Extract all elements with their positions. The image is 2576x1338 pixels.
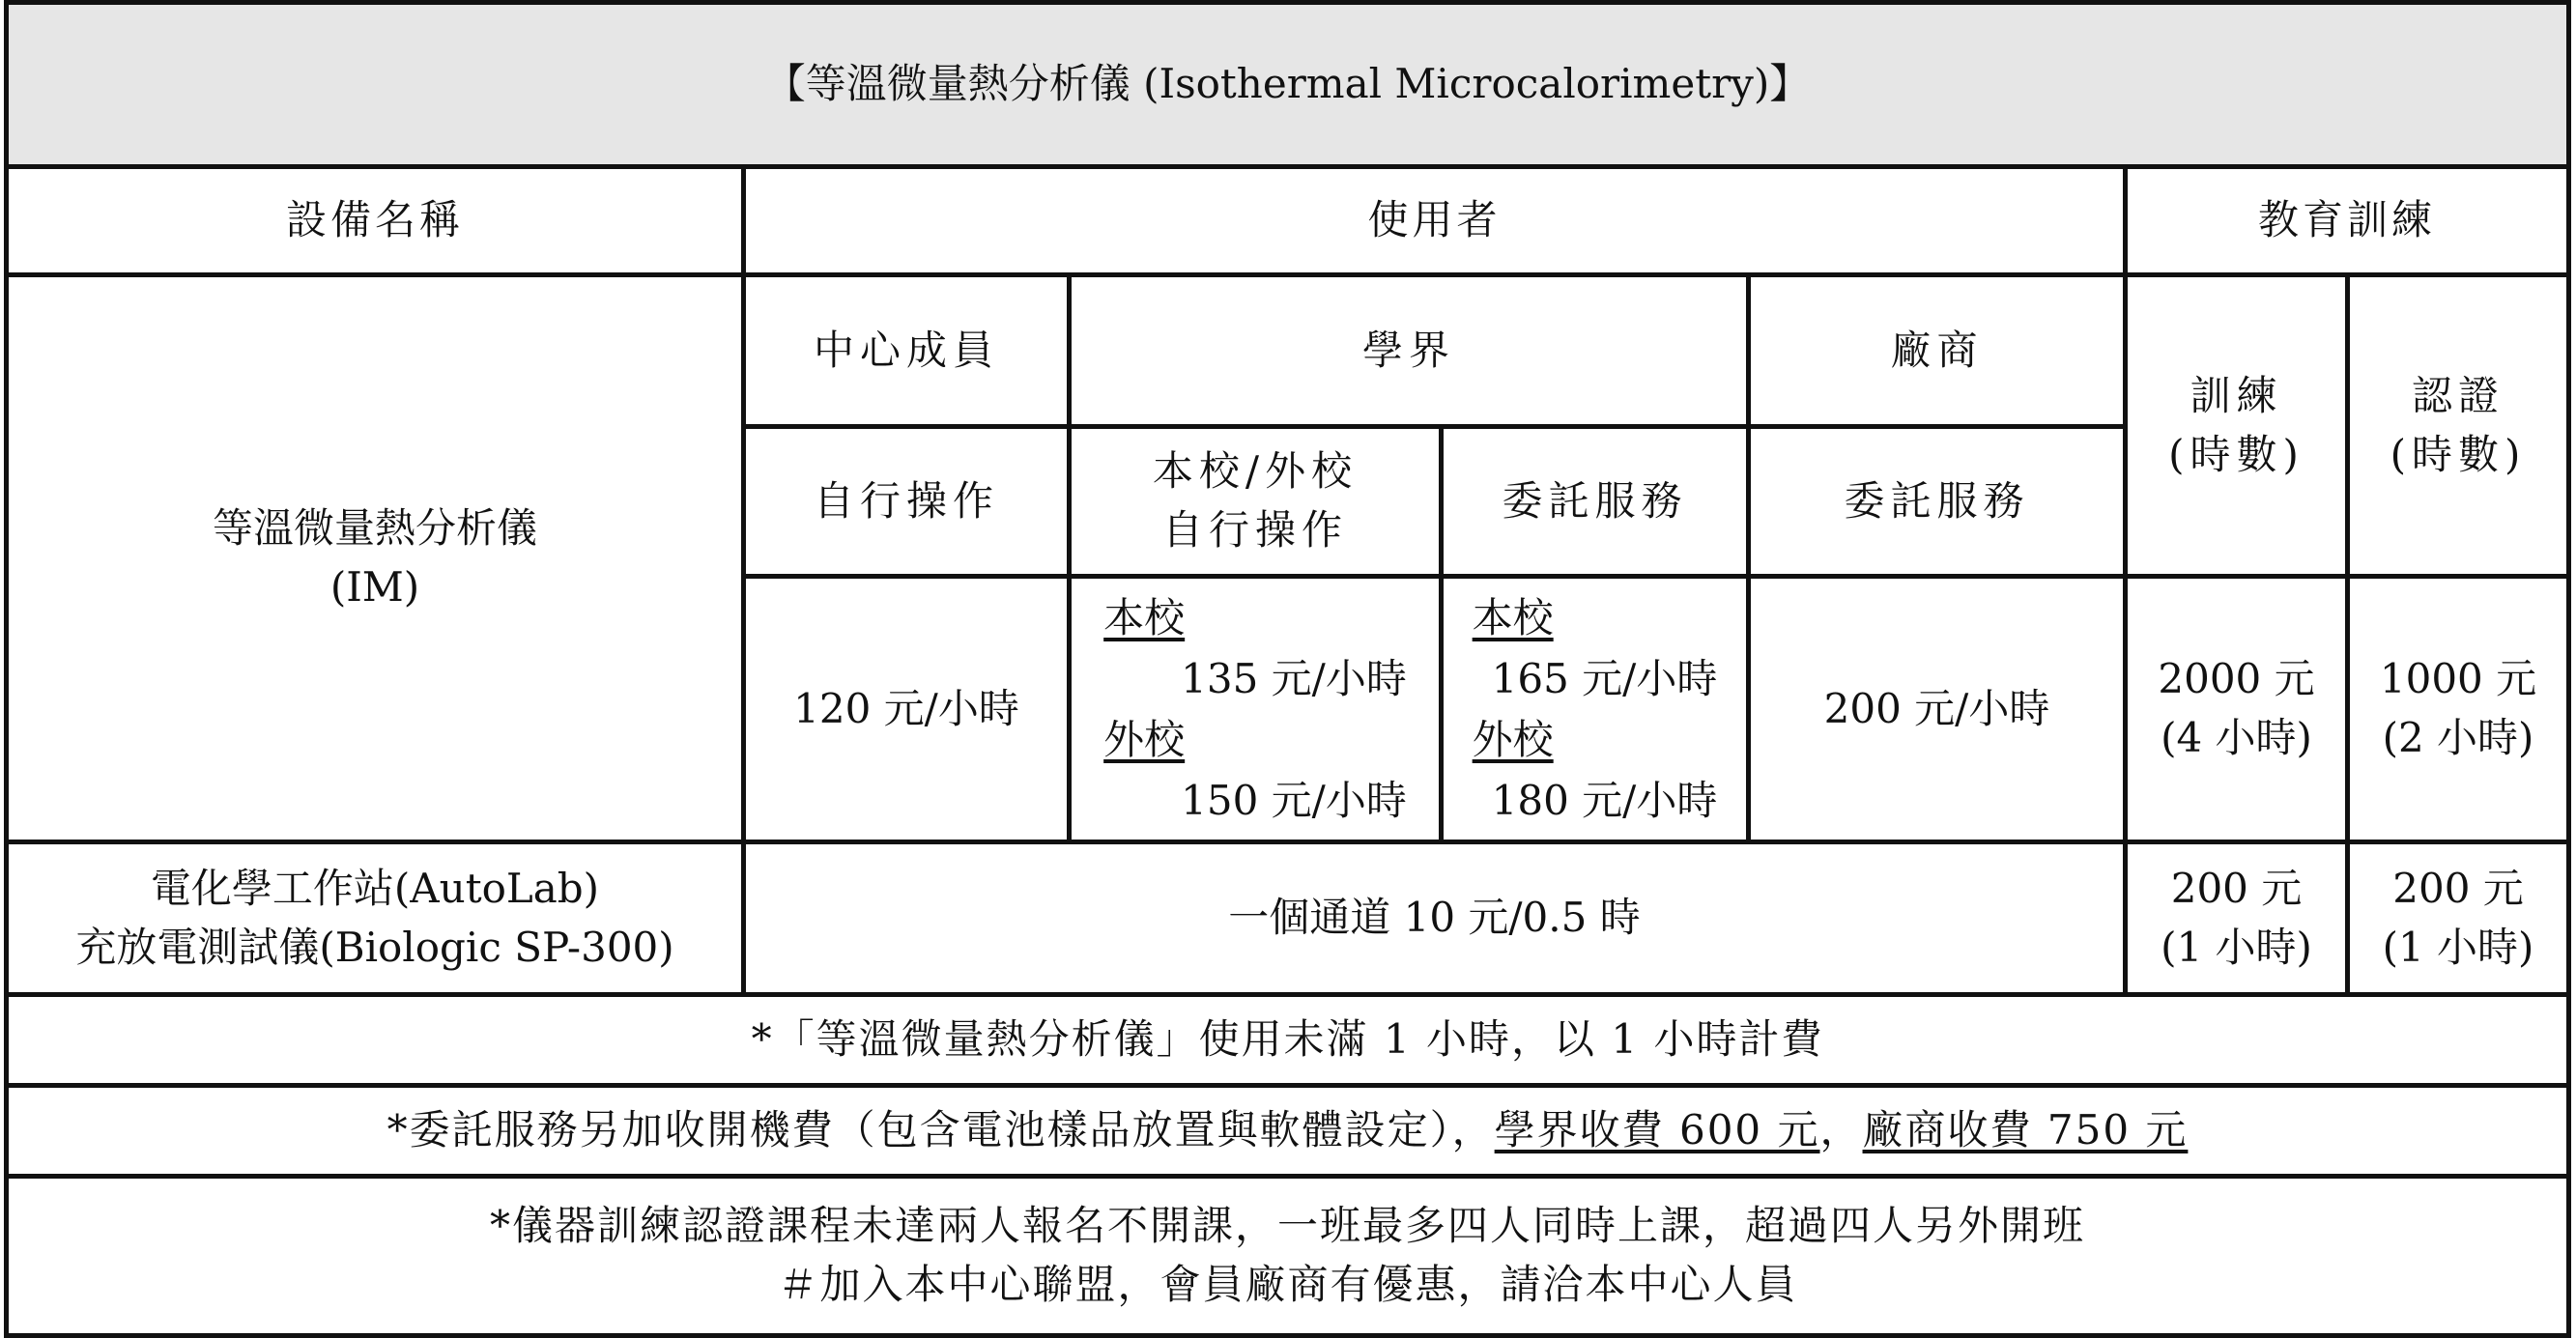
autolab-cert-fee-value: 200 元 <box>2392 864 2524 912</box>
im-cert-fee <box>2348 577 2569 842</box>
note-training-policy <box>7 1177 2569 1336</box>
internal-rate: 165 元/小時 <box>1491 655 1718 702</box>
title-row <box>7 3 2569 167</box>
note-separator: ， <box>1819 1106 1863 1154</box>
note-industry-fee: 廠商收費 750 元 <box>1862 1106 2189 1154</box>
train-line1: 訓練 <box>2190 371 2283 419</box>
subheader-industry: 廠商 <box>1749 275 2126 427</box>
note-row-2 <box>7 1086 2569 1177</box>
note-min-charge: *「等溫微量熱分析儀」使用未滿 1 小時，以 1 小時計費 <box>7 995 2569 1086</box>
autolab-row <box>7 842 2569 995</box>
im-cert-hours: (2 小時) <box>2382 714 2534 761</box>
external-label: 外校 <box>1472 716 1554 763</box>
fee-table <box>4 0 2571 1338</box>
header-users: 使用者 <box>744 167 2126 275</box>
subheader-academia-commission: 委託服務 <box>1442 427 1749 577</box>
train-line2: (時數) <box>2168 430 2304 478</box>
academia-self-line1: 本校/外校 <box>1152 447 1359 496</box>
im-training-fee-value: 2000 元 <box>2158 655 2315 703</box>
note-row-1 <box>7 995 2569 1086</box>
autolab-cert-fee <box>2348 842 2569 995</box>
im-name-line2: (IM) <box>329 563 420 611</box>
internal-label: 本校 <box>1103 594 1186 641</box>
subheader-row-1 <box>7 275 2569 427</box>
note-startup-prefix: *委託服務另加收開機費（包含電池樣品放置與軟體設定）， <box>386 1106 1495 1154</box>
im-training-fee <box>2126 577 2348 842</box>
fee-table-container <box>4 0 2566 1333</box>
subheader-center-member: 中心成員 <box>744 275 1070 427</box>
im-training-hours: (4 小時) <box>2161 714 2312 761</box>
subheader-academia-self <box>1070 427 1442 577</box>
note-membership: ＃加入本中心聯盟，會員廠商有優惠，請洽本中心人員 <box>777 1261 1798 1308</box>
im-equipment-name <box>7 275 744 842</box>
note-class-size: *儀器訓練認證課程未達兩人報名不開課，一班最多四人同時上課，超過四人另外開班 <box>490 1202 2086 1250</box>
external-rate: 180 元/小時 <box>1491 777 1718 824</box>
table-title: 【等溫微量熱分析儀 (Isothermal Microcalorimetry)】 <box>7 3 2569 167</box>
header-equipment: 設備名稱 <box>7 167 744 275</box>
im-academia-commission-rates <box>1442 577 1749 842</box>
note-startup-fee <box>7 1086 2569 1177</box>
subheader-industry-commission: 委託服務 <box>1749 427 2126 577</box>
autolab-rate: 一個通道 10 元/0.5 時 <box>744 842 2126 995</box>
im-industry-rate: 200 元/小時 <box>1749 577 2126 842</box>
autolab-training-fee-value: 200 元 <box>2170 864 2303 912</box>
autolab-name-line2: 充放電測試儀(Biologic SP-300) <box>75 923 674 971</box>
note-academia-fee: 學界收費 600 元 <box>1494 1106 1820 1154</box>
header-training: 教育訓練 <box>2126 167 2569 275</box>
autolab-name-line1: 電化學工作站(AutoLab) <box>150 864 600 912</box>
subheader-cert-hours <box>2348 275 2569 577</box>
external-label: 外校 <box>1103 716 1186 763</box>
autolab-cert-hours: (1 小時) <box>2382 923 2534 971</box>
im-cert-fee-value: 1000 元 <box>2379 655 2537 703</box>
autolab-equipment-name <box>7 842 744 995</box>
im-center-rate: 120 元/小時 <box>744 577 1070 842</box>
subheader-training-hours <box>2126 275 2348 577</box>
subheader-self-operate: 自行操作 <box>744 427 1070 577</box>
im-academia-self-rates <box>1070 577 1442 842</box>
external-rate: 150 元/小時 <box>1181 777 1407 824</box>
autolab-training-fee <box>2126 842 2348 995</box>
internal-label: 本校 <box>1472 594 1554 641</box>
academia-self-line2: 自行操作 <box>1161 506 1348 554</box>
cert-line2: (時數) <box>2390 430 2527 478</box>
cert-line1: 認證 <box>2412 371 2505 419</box>
subheader-academia: 學界 <box>1070 275 1749 427</box>
header-row <box>7 167 2569 275</box>
internal-rate: 135 元/小時 <box>1181 655 1407 702</box>
note-row-3 <box>7 1177 2569 1336</box>
im-name-line1: 等溫微量熱分析儀 <box>212 504 537 553</box>
autolab-training-hours: (1 小時) <box>2161 923 2312 971</box>
